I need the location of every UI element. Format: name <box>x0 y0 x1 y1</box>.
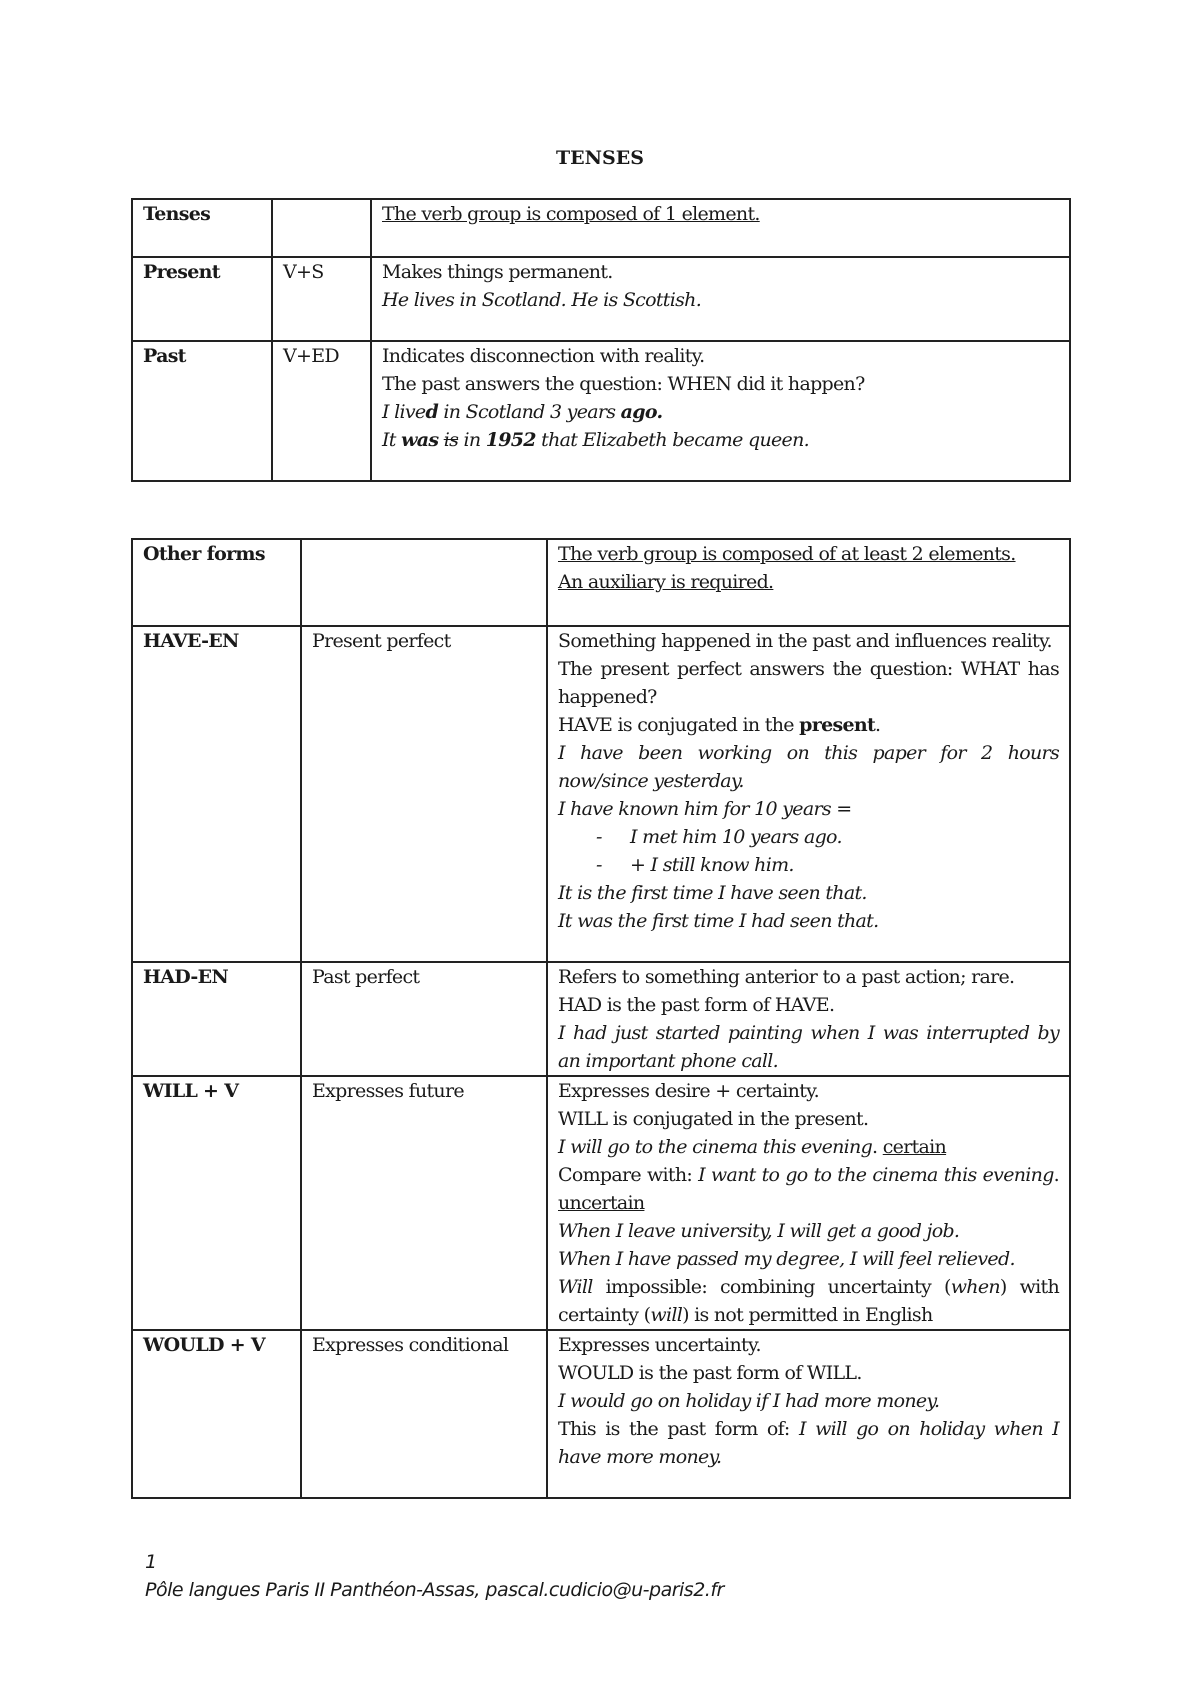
will-v-note-d: ) with certainty ( <box>558 1276 1059 1326</box>
past-ex1-a: I live <box>382 401 426 423</box>
form-label-will-v: Expresses future <box>301 1076 547 1330</box>
past-example-1 <box>382 398 1059 426</box>
will-v-ex1-tag: certain <box>882 1136 947 1158</box>
would-v-p2: WOULD is the past form of WILL. <box>558 1362 862 1384</box>
form-name-will-v: WILL + V <box>132 1076 301 1330</box>
other-header-col1: Other forms <box>132 539 301 626</box>
will-v-cmp-a: Compare with: <box>558 1164 699 1186</box>
present-example: He lives in Scotland. He is Scottish. <box>382 289 702 311</box>
will-v-cmp-tag: uncertain <box>558 1192 645 1214</box>
tense-desc-present <box>371 257 1070 341</box>
form-label-would-v: Expresses conditional <box>301 1330 547 1498</box>
had-en-p1: Refers to something anterior to a past action; rare. <box>558 966 1015 988</box>
other-forms-table <box>131 538 1071 1499</box>
form-desc-will-v <box>547 1076 1070 1330</box>
page-title: TENSES <box>556 147 644 169</box>
tenses-table <box>131 198 1071 482</box>
tense-desc-past <box>371 341 1070 481</box>
form-label-have-en: Present perfect <box>301 626 547 962</box>
have-en-p3-c: . <box>875 714 881 736</box>
will-v-note <box>558 1273 1059 1329</box>
have-en-example-2: I have known him for 10 years = <box>558 798 852 820</box>
tense-form-past: V+ED <box>272 341 371 481</box>
would-v-p3 <box>558 1415 1059 1471</box>
past-ex1-b: d <box>425 401 439 423</box>
will-v-note-b: impossible: combining uncertainty ( <box>592 1276 951 1298</box>
past-example-2 <box>382 426 1059 454</box>
bullet-dash: - <box>596 826 602 848</box>
will-v-example-1 <box>558 1133 1059 1161</box>
will-v-p2: WILL is conjugated in the present. <box>558 1108 869 1130</box>
other-row-had-en <box>132 962 1070 1076</box>
will-v-ex1-sep: . <box>872 1136 883 1158</box>
tenses-header-col1: Tenses <box>132 199 272 257</box>
other-row-have-en <box>132 626 1070 962</box>
have-en-bullet-2 <box>558 851 1059 879</box>
past-question: The past answers the question: WHEN did it happen? <box>382 373 865 395</box>
would-v-p3-b: I will go on holiday when I have more money. <box>558 1418 1059 1468</box>
have-en-p3 <box>558 711 1059 739</box>
form-desc-have-en <box>547 626 1070 962</box>
form-label-had-en: Past perfect <box>301 962 547 1076</box>
had-en-p2: HAD is the past form of HAVE. <box>558 994 835 1016</box>
past-ex2-f: 1952 <box>485 429 536 451</box>
would-v-p3-a: This is the past form of: <box>558 1418 799 1440</box>
will-v-example-3: When I have passed my degree, I will feel relieved. <box>558 1248 1015 1270</box>
past-ex2-d: is <box>443 429 459 451</box>
past-ex2-b: was <box>401 429 439 451</box>
have-en-p3-a: HAVE is conjugated in the <box>558 714 800 736</box>
would-v-p1: Expresses uncertainty. <box>558 1334 761 1356</box>
have-en-p2: The present perfect answers the question: WHAT has happened? <box>558 658 1059 708</box>
form-name-would-v: WOULD + V <box>132 1330 301 1498</box>
tenses-row-present <box>132 257 1070 341</box>
bullet-text: I met him 10 years ago. <box>630 826 842 848</box>
will-v-cmp-sep: . <box>1053 1164 1060 1186</box>
other-header-row <box>132 539 1070 626</box>
had-en-example: I had just started painting when I was interrupted by an important phone call. <box>558 1022 1059 1072</box>
past-ex2-a: It <box>382 429 402 451</box>
form-desc-had-en <box>547 962 1070 1076</box>
will-v-cmp-b: I want to go to the cinema this evening <box>698 1164 1054 1186</box>
past-ex2-e: in <box>458 429 486 451</box>
past-description: Indicates disconnection with reality. <box>382 345 705 367</box>
will-v-note-c: when <box>950 1276 1000 1298</box>
footer-credit: Pôle langues Paris II Panthéon-Assas, pascal.cudicio@u-paris2.fr <box>145 1579 724 1601</box>
form-name-had-en: HAD-EN <box>132 962 301 1076</box>
form-name-have-en: HAVE-EN <box>132 626 301 962</box>
will-v-example-2: When I leave university, I will get a good job. <box>558 1220 960 1242</box>
will-v-note-f: ) is not permitted in English <box>682 1304 933 1326</box>
page-footer <box>145 1548 724 1604</box>
other-row-will-v <box>132 1076 1070 1330</box>
have-en-example-4: It was the first time I had seen that. <box>558 910 879 932</box>
will-v-ex1-text: I will go to the cinema this evening <box>558 1136 873 1158</box>
other-header-col3 <box>547 539 1070 626</box>
past-ex1-d: ago. <box>620 401 663 423</box>
have-en-example-1: I have been working on this paper for 2 hours now/since yesterday. <box>558 742 1059 792</box>
will-v-note-a: Will <box>558 1276 593 1298</box>
tense-name-present: Present <box>132 257 272 341</box>
have-en-example-3: It is the first time I have seen that. <box>558 882 867 904</box>
form-desc-would-v <box>547 1330 1070 1498</box>
bullet-text: + I still know him. <box>630 854 794 876</box>
tense-name-past: Past <box>132 341 272 481</box>
other-row-would-v <box>132 1330 1070 1498</box>
tenses-row-past <box>132 341 1070 481</box>
page-number: 1 <box>145 1551 157 1573</box>
tense-form-present: V+S <box>272 257 371 341</box>
past-ex1-c: in Scotland 3 years <box>438 401 621 423</box>
have-en-p3-b: present <box>799 714 876 736</box>
tenses-header-col3: The verb group is composed of 1 element. <box>371 199 1070 257</box>
tenses-header-col2 <box>272 199 371 257</box>
present-description: Makes things permanent. <box>382 261 613 283</box>
would-v-example: I would go on holiday if I had more money. <box>558 1390 940 1412</box>
past-ex2-g: that Elizabeth became queen. <box>535 429 809 451</box>
have-en-bullet-1 <box>558 823 1059 851</box>
tenses-header-row <box>132 199 1070 257</box>
will-v-compare <box>558 1161 1059 1217</box>
bullet-dash: - <box>596 854 602 876</box>
will-v-p1: Expresses desire + certainty. <box>558 1080 819 1102</box>
other-header-col2 <box>301 539 547 626</box>
other-header-line1: The verb group is composed of at least 2 elements. <box>558 543 1016 565</box>
other-header-line2: An auxiliary is required. <box>558 571 774 593</box>
will-v-note-e: will <box>650 1304 683 1326</box>
have-en-p1: Something happened in the past and influences reality. <box>558 630 1052 652</box>
